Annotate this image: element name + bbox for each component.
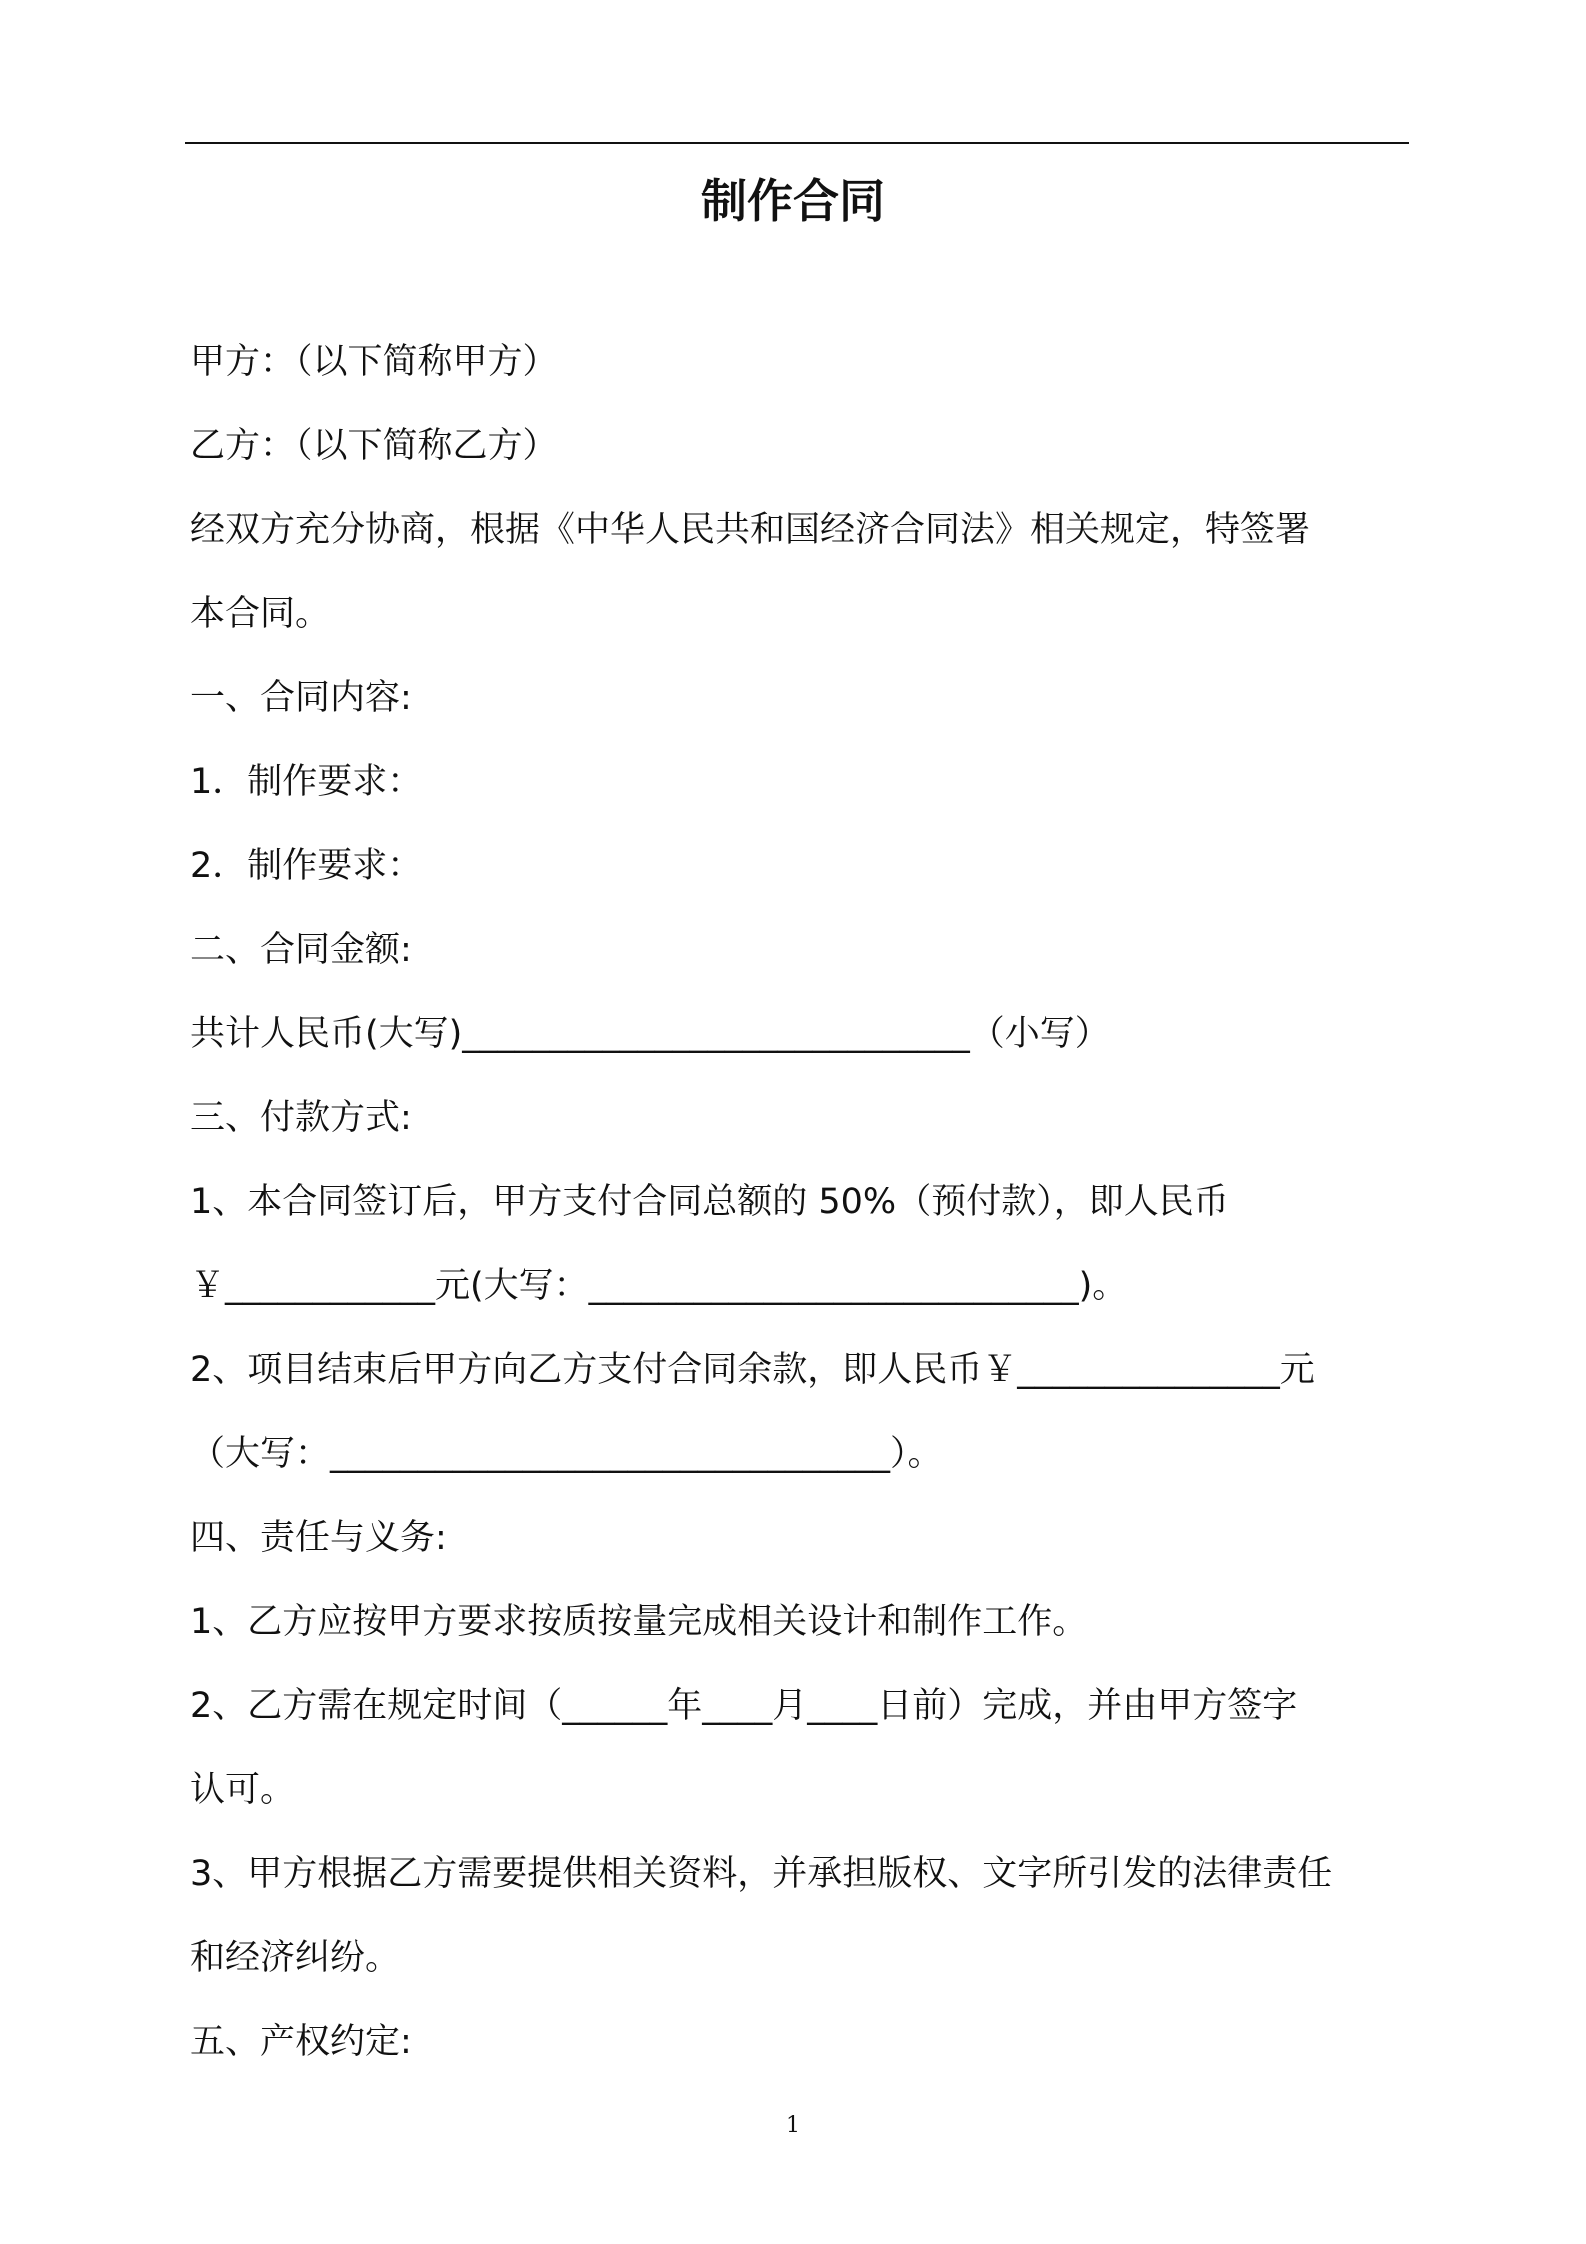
payment-item-1-line-1: 1、本合同签订后，甲方支付合同总额的 50%（预付款），即人民币: [190, 1182, 1229, 1222]
document-body: [190, 320, 1410, 2084]
document-title: 制作合同: [701, 174, 885, 228]
duty-item-2-line-1: 2、乙方需在规定时间（______年____月____日前）完成，并由甲方签字: [190, 1686, 1298, 1726]
preamble-line-2: 本合同。: [190, 594, 331, 634]
requirement-item-1: 1．制作要求：: [190, 762, 423, 802]
payment-item-2-line-1: 2、项目结束后甲方向乙方支付合同余款，即人民币￥_______________元: [190, 1350, 1315, 1390]
party-b-line: 乙方：（以下简称乙方）: [190, 426, 558, 466]
section-heading-contents: 一、合同内容:: [190, 678, 412, 718]
preamble-line-1: 经双方充分协商，根据《中华人民共和国经济合同法》相关规定，特签署: [190, 510, 1311, 550]
duty-item-3-line-2: 和经济纠纷。: [190, 1938, 401, 1978]
section-heading-amount: 二、合同金额:: [190, 930, 412, 970]
payment-item-1-line-2: ￥____________元(大写：____________________________)。: [190, 1266, 1128, 1306]
section-heading-payment: 三、付款方式:: [190, 1098, 412, 1138]
requirement-item-2: 2．制作要求：: [190, 846, 423, 886]
duty-item-3-line-1: 3、甲方根据乙方需要提供相关资料，并承担版权、文字所引发的法律责任: [190, 1854, 1333, 1894]
duty-item-2-line-2: 认可。: [190, 1770, 296, 1810]
payment-item-2-line-2: （大写：________________________________）。: [190, 1434, 943, 1474]
section-heading-property: 五、产权约定:: [190, 2022, 412, 2062]
duty-item-1: 1、乙方应按甲方要求按质按量完成相关设计和制作工作。: [190, 1602, 1088, 1642]
party-a-line: 甲方：（以下简称甲方）: [190, 342, 558, 382]
header-rule: [185, 142, 1409, 144]
section-heading-duties: 四、责任与义务:: [190, 1518, 447, 1558]
amount-line: 共计人民币(大写)_____________________________（小写）: [190, 1014, 1110, 1054]
page-number: 1: [786, 2113, 800, 2138]
